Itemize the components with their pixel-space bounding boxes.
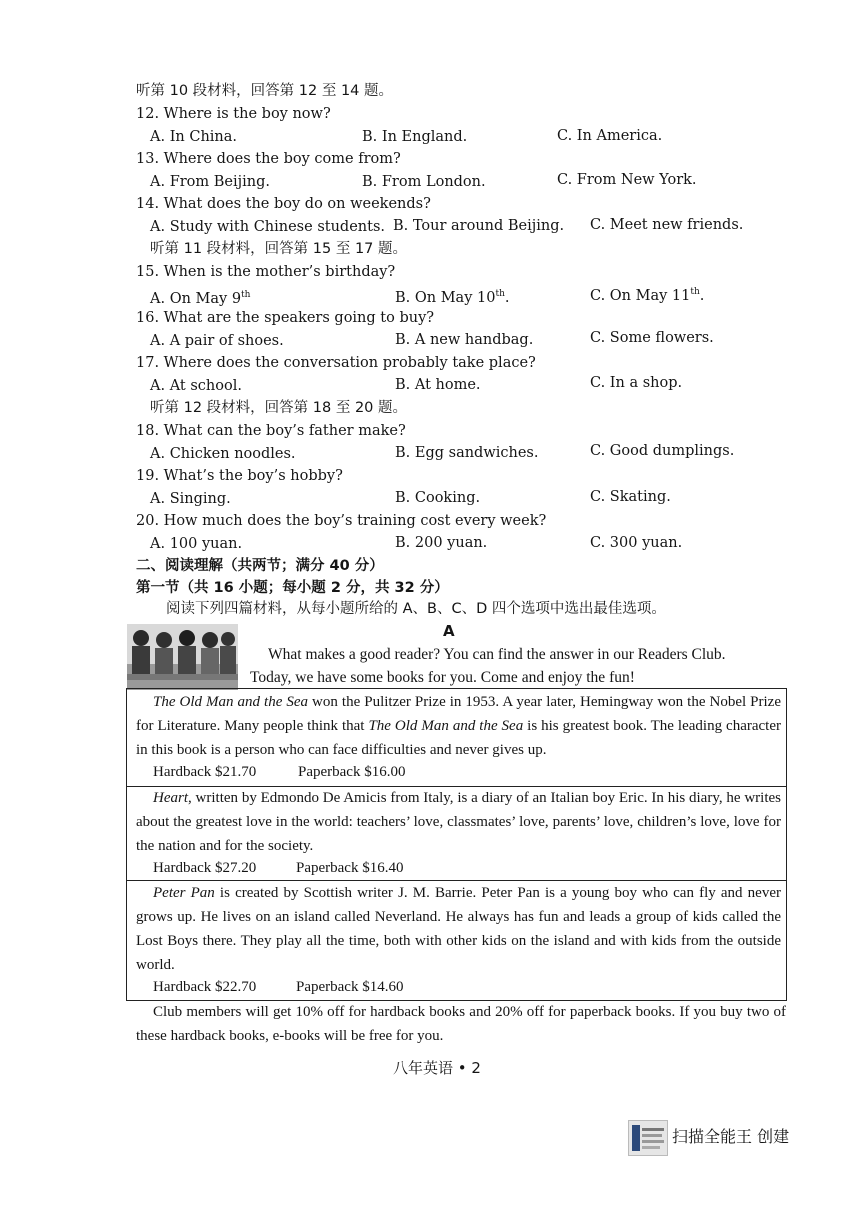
instruction: 阅读下列四篇材料，从每小题所给的 A、B、C、D 四个选项中选出最佳选项。 — [166, 601, 666, 617]
option-18-a: A. Chicken noodles. — [150, 446, 296, 462]
question-15: 15. When is the mother’s birthday? — [136, 264, 396, 280]
option-12-a: A. In China. — [150, 129, 238, 145]
question-17: 17. Where does the conversation probably take place? — [136, 355, 536, 371]
option-18-c: C. Good dumplings. — [590, 443, 735, 459]
option-19-b: B. Cooking. — [395, 490, 481, 506]
option-13-c: C. From New York. — [557, 172, 697, 188]
book-2-paperback-price: Paperback $16.40 — [296, 860, 404, 876]
book-3-description: Peter Pan is created by Scottish writer J. M. Barrie. Peter Pan is a young boy who can fly and never grows up. He lives on an island called Neverland. He always has fun and leads a group of kids called the Lost Boys there. They play all the time, both with other kids on the island and with kids from the outside world. — [136, 885, 781, 973]
option-17-a: A. At school. — [150, 378, 242, 394]
question-20: 20. How much does the boy’s training cost every week? — [136, 513, 547, 529]
book-1-title: The Old Man and the Sea — [153, 694, 309, 710]
book-3-paperback-price: Paperback $14.60 — [296, 979, 404, 995]
book-1-hardback-price: Hardback $21.70 — [153, 764, 257, 780]
book-3-hardback-price: Hardback $22.70 — [153, 979, 257, 995]
section-intro-11: 听第 11 段材料，回答第 15 至 17 题。 — [150, 241, 408, 257]
question-14: 14. What does the boy do on weekends? — [136, 196, 431, 212]
question-12: 12. Where is the boy now? — [136, 106, 331, 122]
option-20-c: C. 300 yuan. — [590, 535, 683, 551]
option-15-a: A. On May 9th — [150, 290, 251, 307]
option-15-c: C. On May 11th. — [590, 287, 705, 304]
question-13: 13. Where does the boy come from? — [136, 151, 401, 167]
club-offer-text: Club members will get 10% off for hardback books and 20% off for paperback books. If you buy two of these hardback books, e-books will be free for you. — [136, 1004, 786, 1044]
question-19: 19. What’s the boy’s hobby? — [136, 468, 343, 484]
section-1-title: 第一节（共 16 小题；每小题 2 分，共 32 分） — [136, 580, 449, 596]
option-12-b: B. In England. — [362, 129, 468, 145]
option-14-b: B. Tour around Beijing. — [393, 218, 565, 234]
option-12-c: C. In America. — [557, 128, 663, 144]
option-19-c: C. Skating. — [590, 489, 671, 505]
book-1-description: The Old Man and the Sea won the Pulitzer Prize in 1953. A year later, Hemingway won the Nobel Prize for Literature. Many people think that The Old Man and the Sea is his greatest book. The leading character in this book is a person who can face difficulties and never gives up. — [136, 694, 781, 758]
option-16-c: C. Some flowers. — [590, 330, 714, 346]
option-19-a: A. Singing. — [150, 491, 231, 507]
book-1-title-ref: The Old Man and the Sea — [368, 718, 524, 734]
option-17-c: C. In a shop. — [590, 375, 683, 391]
option-14-c: C. Meet new friends. — [590, 217, 744, 233]
passage-label: A — [443, 622, 455, 640]
question-18: 18. What can the boy’s father make? — [136, 423, 406, 439]
scanner-logo — [628, 1120, 668, 1156]
option-20-a: A. 100 yuan. — [150, 536, 243, 552]
option-13-a: A. From Beijing. — [150, 174, 271, 190]
section-intro-10: 听第 10 段材料，回答第 12 至 14 题。 — [136, 83, 394, 99]
option-20-b: B. 200 yuan. — [395, 535, 488, 551]
book-2-hardback-price: Hardback $27.20 — [153, 860, 257, 876]
book-2-description: Heart, written by Edmondo De Amicis from Italy, is a diary of an Italian boy Eric. In his diary, he writes about the greatest love in the world: teachers’ love, classmates’ love, parents’ love, children’s love, love for the nation and for the society. — [136, 790, 781, 854]
option-18-b: B. Egg sandwiches. — [395, 445, 539, 461]
book-1-paperback-price: Paperback $16.00 — [298, 764, 406, 780]
option-17-b: B. At home. — [395, 377, 481, 393]
option-16-b: B. A new handbag. — [395, 332, 534, 348]
option-15-b: B. On May 10th. — [395, 289, 510, 306]
option-16-a: A. A pair of shoes. — [150, 333, 284, 349]
page-number: 八年英语 • 2 — [393, 1059, 481, 1077]
question-16: 16. What are the speakers going to buy? — [136, 310, 435, 326]
option-14-a: A. Study with Chinese students. — [150, 219, 386, 235]
intro-line-1: What makes a good reader? You can find the answer in our Readers Club. — [268, 646, 726, 663]
scanner-watermark: 扫描全能王 创建 — [672, 1127, 790, 1146]
readers-photo — [127, 624, 238, 690]
book-2-title: Heart — [153, 790, 188, 806]
intro-line-2: Today, we have some books for you. Come and enjoy the fun! — [250, 669, 635, 686]
option-13-b: B. From London. — [362, 174, 486, 190]
section-intro-12: 听第 12 段材料，回答第 18 至 20 题。 — [150, 400, 408, 416]
part-title: 二、阅读理解（共两节；满分 40 分） — [136, 558, 384, 574]
book-3-title: Peter Pan — [153, 885, 215, 901]
